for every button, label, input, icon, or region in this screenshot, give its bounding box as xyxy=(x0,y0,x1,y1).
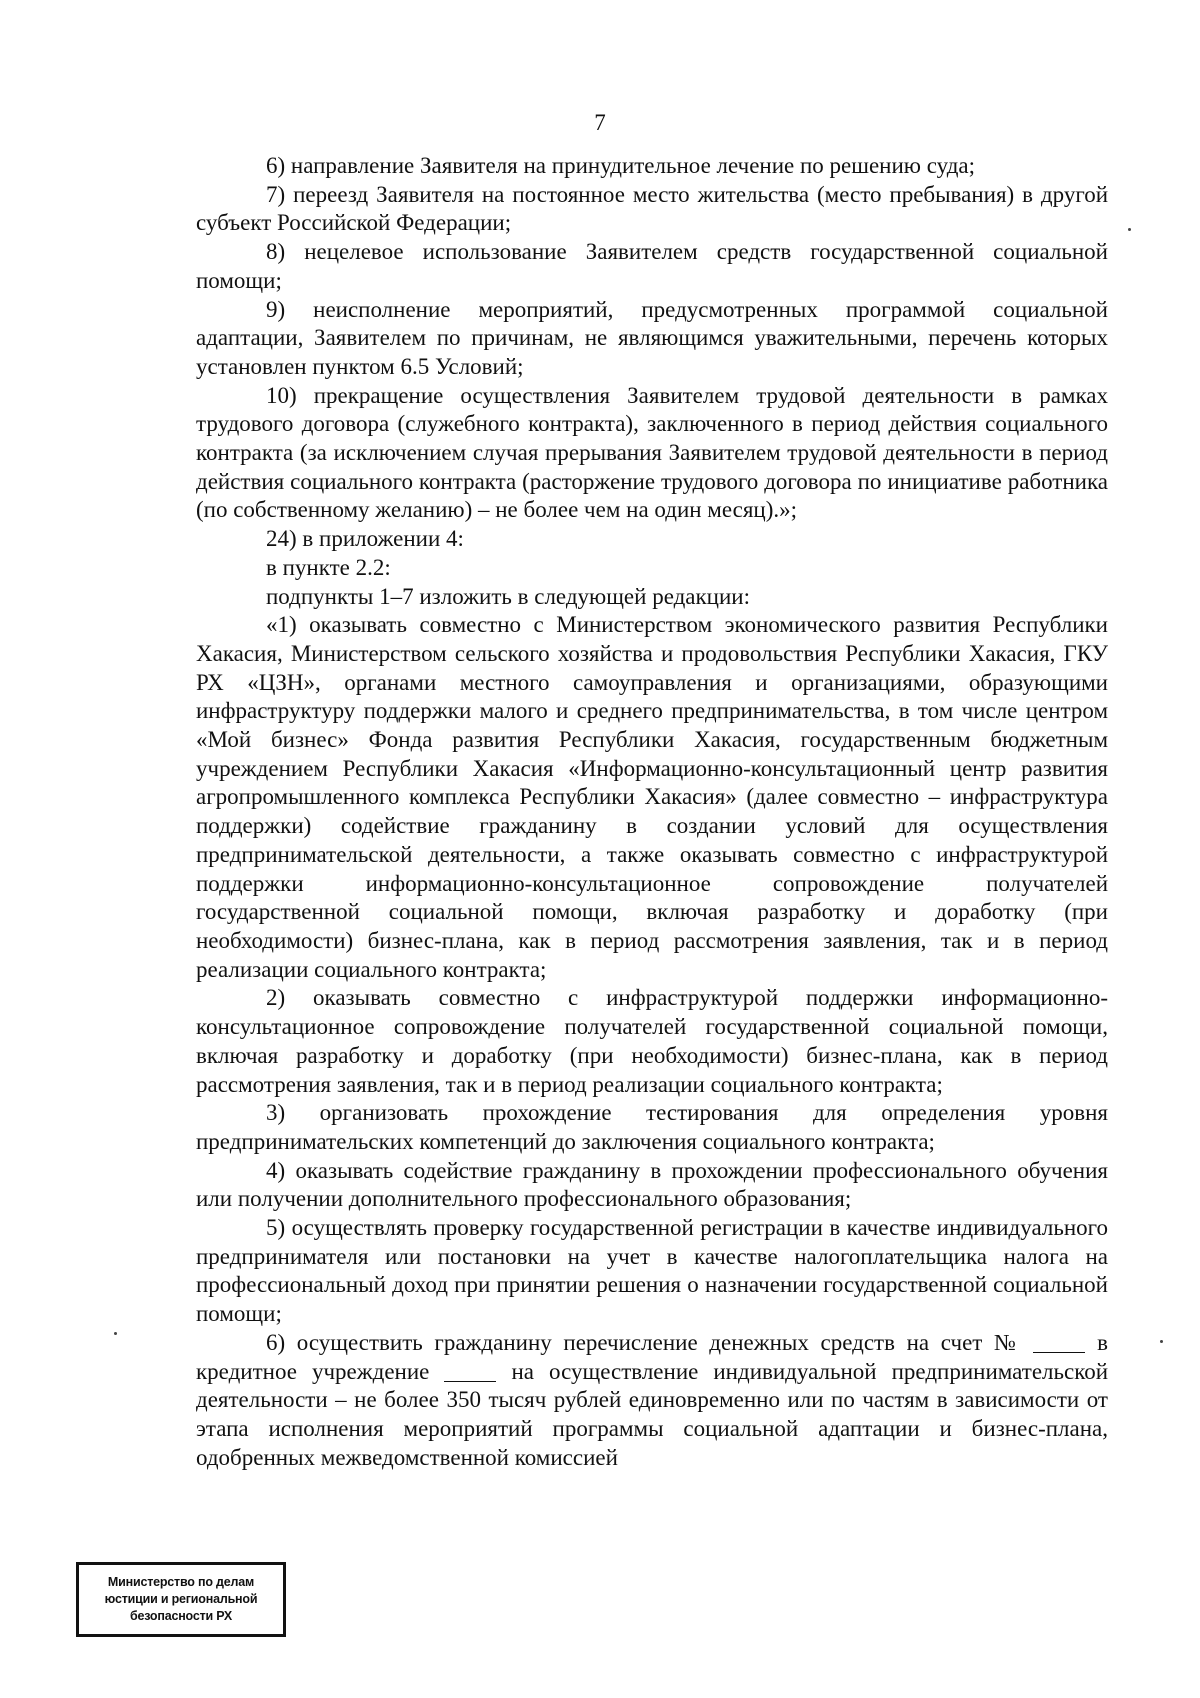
paragraph-subclause-2: 2) оказывать совместно с инфраструктурой поддержки информационно-консультационное сопровождение получателей государственной социальной помощи, включая разработку и доработку (при необходимости) бизнес-плана, как в период рассмотрения заявления, так и в период реализации социального контракта; xyxy=(196,985,1108,1097)
paragraph-amendment-24: 24) в приложении 4: xyxy=(266,526,464,552)
paragraph-item-6: 6) направление Заявителя на принудительное лечение по решению суда; xyxy=(266,153,975,178)
subclause-6-text-end: на осуществление индивидуальной предпринимательской деятельности – не более 350 тысяч рублей единовременно или по частям в зависимости от этапа исполнения мероприятий программы социальной адаптации и бизнес-плана, одобренных межведомственной комиссией xyxy=(196,1358,1109,1470)
stamp-line-3: безопасности РХ xyxy=(129,1609,233,1623)
stamp-line-2: юстиции и региональной xyxy=(104,1592,258,1606)
paragraph-item-7: 7) переезд Заявителя на постоянное место жительства (место пребывания) в другой субъект Российской Федерации; xyxy=(196,181,1108,236)
registration-stamp xyxy=(76,1562,286,1637)
paragraph-subclause-3: 3) организовать прохождение тестирования для определения уровня предпринимательских компетенций до заключения социального контракта; xyxy=(196,1100,1108,1154)
paragraph-subclause-6 xyxy=(196,1329,1108,1473)
subclause-6-text-middle: в кредитное учреждение xyxy=(196,1329,1109,1384)
paragraph-subclause-5: 5) осуществлять проверку государственной регистрации в качестве индивидуального предпринимателя или постановки на учет в качестве налогоплательщика налога на профессиональный доход при принятии решения о назначении государственной социальной помощи; xyxy=(196,1215,1108,1327)
account-number-blank xyxy=(1033,1329,1085,1353)
paragraph-subclause-1: «1) оказывать совместно с Министерством экономического развития Республики Хакасия, Министерством сельского хозяйства и продовольствия Республики Хакасия, ГКУ РХ «ЦЗН», органами местного самоуправления и организациями, образующими инфраструктуру поддержки малого и среднего предпринимательства, в том числе центром «Мой бизнес» Фонда развития Республики Хакасия, государственным бюджетным учреждением Республики Хакасия «Информационно-консультационный центр развития агропромышленного комплекса Республики Хакасия» (далее совместно – инфраструктура поддержки) содействие гражданину в создании условий для осуществления предпринимательской деятельности, а также оказывать совместно с инфраструктурой поддержки информационно-консультационное сопровождение получателей государственной социальной помощи, включая разработку и доработку (при необходимости) бизнес-плана, как в период рассмотрения заявления, так и в период реализации социального контракта; xyxy=(196,612,1108,982)
document-body xyxy=(196,152,1108,1472)
paragraph-item-9: 9) неисполнение мероприятий, предусмотренных программой социальной адаптации, Заявителем по причинам, не являющимся уважительными, перечень которых установлен пунктом 6.5 Условий; xyxy=(196,296,1108,379)
paragraph-item-10: 10) прекращение осуществления Заявителем трудовой деятельности в рамках трудового договора (служебного контракта), заключенного в период действия социального контракта (за исключением случая прерывания Заявителем трудовой деятельности в период действия социального контракта (расторжение трудового договора по инициативе работника (по собственному желанию) – не более чем на один месяц).»; xyxy=(196,382,1108,523)
credit-institution-blank xyxy=(444,1358,496,1382)
scan-speck xyxy=(114,1332,117,1335)
scan-speck xyxy=(1128,228,1131,231)
subclause-6-text-start: 6) осуществить гражданину перечисление денежных средств на счет № xyxy=(266,1329,1022,1355)
scan-speck xyxy=(1160,1340,1163,1343)
paragraph-item-8: 8) нецелевое использование Заявителем средств государственной социальной помощи; xyxy=(196,239,1108,293)
stamp-line-1: Министерство по делам xyxy=(107,1575,255,1589)
page-number: 7 xyxy=(594,110,606,135)
paragraph-subclause-4: 4) оказывать содействие гражданину в прохождении профессионального обучения или получении дополнительного профессионального образования; xyxy=(196,1157,1108,1212)
paragraph-clause-2-2: в пункте 2.2: xyxy=(266,554,391,580)
paragraph-subclauses-intro: подпункты 1–7 изложить в следующей редакции: xyxy=(266,583,750,609)
